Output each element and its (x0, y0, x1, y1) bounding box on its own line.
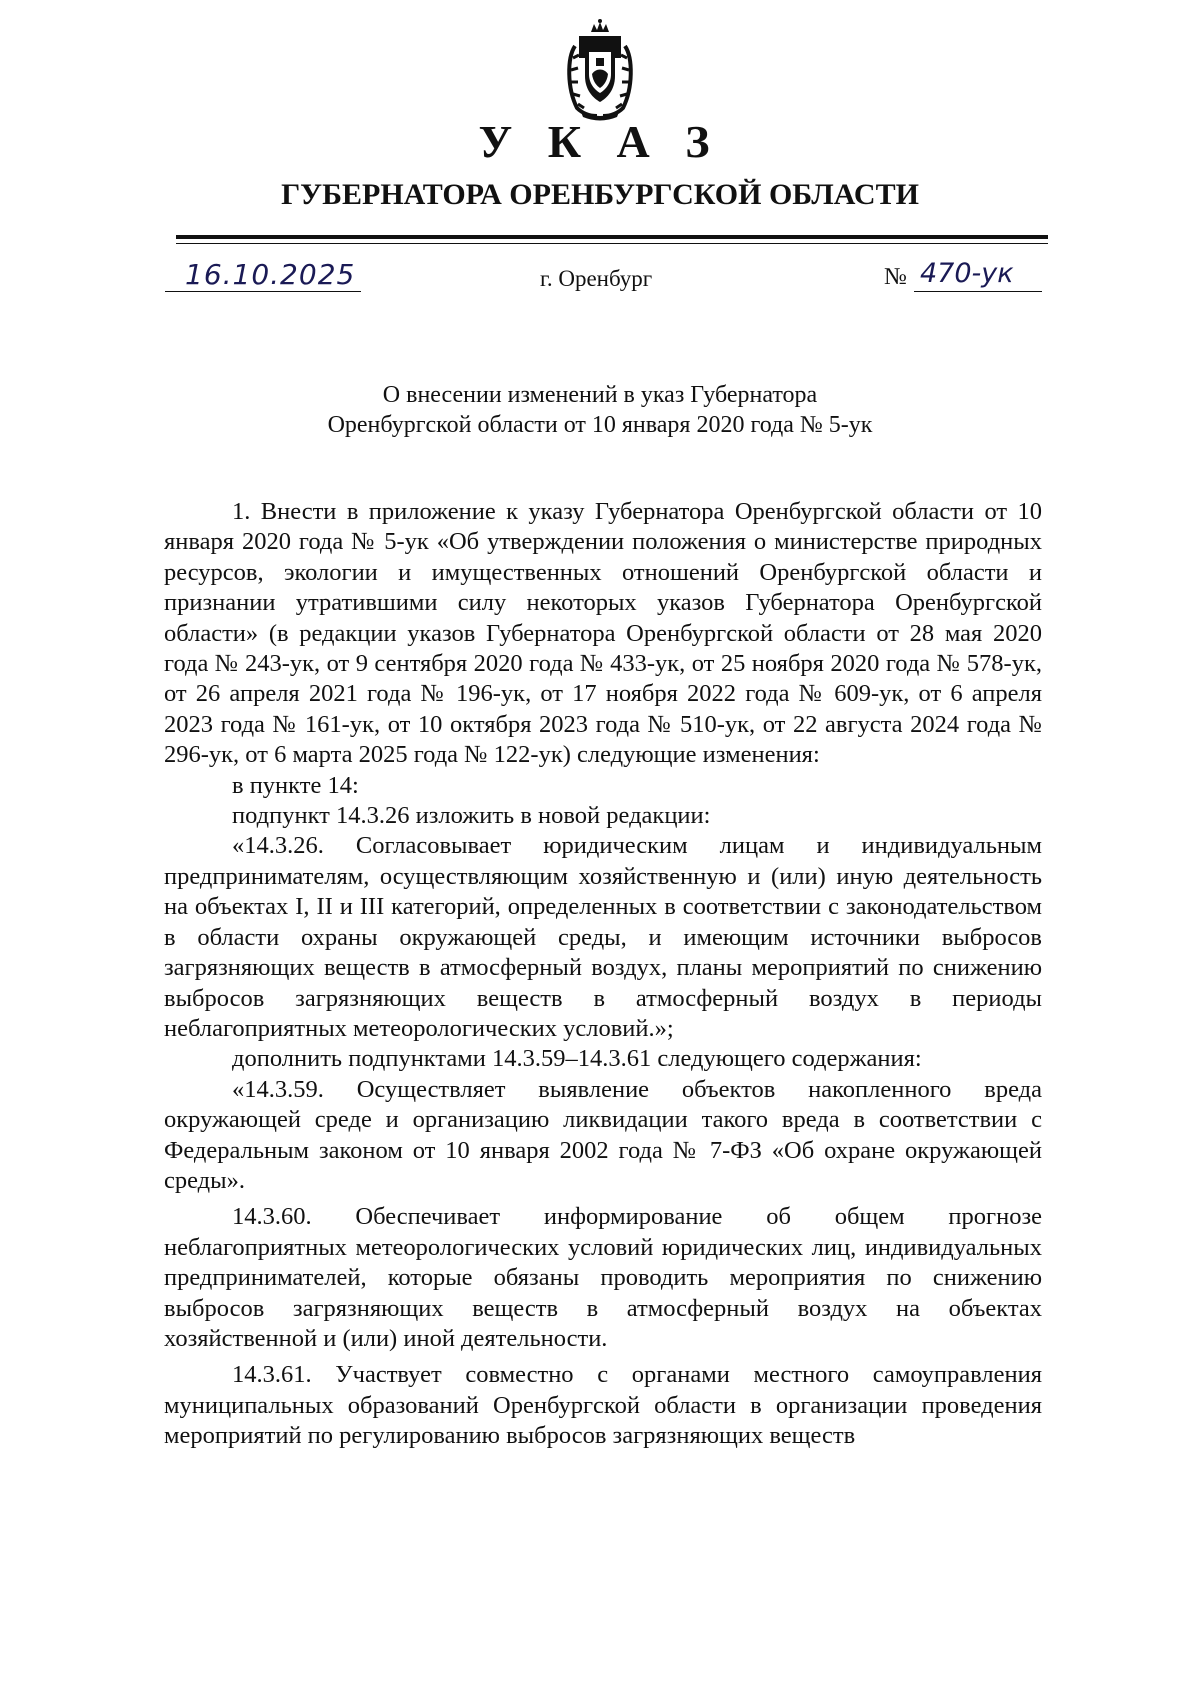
paragraph-2: в пункте 14: (232, 771, 359, 799)
document-type-title: У К А З (478, 116, 722, 167)
document-heading-line-2: Оренбургской области от 10 января 2020 года № 5-ук (327, 412, 873, 438)
issue-city: г. Оренбург (540, 266, 653, 291)
paragraph-3: подпункт 14.3.26 изложить в новой редакции: (232, 802, 711, 830)
paragraph-8: 14.3.61. Участвует совместно с органами местного самоуправления муниципальных образований Оренбургской области в организации проведения мероприятий по регулированию выбросов загрязняющих веществ (164, 1361, 1042, 1450)
number-underline (914, 291, 1042, 292)
paragraph-5: дополнить подпунктами 14.3.59–14.3.61 следующего содержания: (232, 1045, 922, 1073)
paragraph-1: 1. Внести в приложение к указу Губернатора Оренбургской области от 10 января 2020 года № 5-ук «Об утверждении положения о министерстве природных ресурсов, экологии и имущественных отношений Оренбургской области и признании утратившими силу некоторых указов Губернатора Оренбургской области» (в редакции указов Губернатора Оренбургской области от 28 мая 2020 года № 243-ук, от 9 сентября 2020 года № 433-ук, от 25 ноября 2020 года № 578-ук, от 26 апреля 2021 года № 196-ук, от 17 ноября 2022 года № 609-ук, от 6 апреля 2023 года № 161-ук, от 10 октября 2023 года № 510-ук, от 22 августа 2024 года № 296-ук, от 6 марта 2025 года № 122-ук) следующие изменения: (164, 498, 1042, 769)
header-rule-thin (176, 243, 1048, 244)
paragraph-6: «14.3.59. Осуществляет выявление объектов накопленного вреда окружающей среде и организацию ликвидации такого вреда в соответствии с Федеральным законом от 10 января 2002 года № 7-ФЗ «Об охране окружающей среды». (164, 1075, 1042, 1194)
date-underline (165, 291, 361, 292)
document-heading-line-1: О внесении изменений в указ Губернатора (382, 382, 818, 408)
coat-of-arms-emblem-icon (563, 18, 637, 122)
paragraph-7: 14.3.60. Обеспечивает информирование об общем прогнозе неблагоприятных метеорологических условий юридических лиц, индивидуальных предпринимателей, которые обязаны проводить мероприятия по снижению выбросов загрязняющих веществ в атмосферный воздух на объектах хозяйственной и (или) иной деятельности. (164, 1203, 1042, 1352)
number-sign: № (884, 264, 907, 290)
document-body (164, 497, 1042, 1452)
issuer-title: ГУБЕРНАТОРА ОРЕНБУРГСКОЙ ОБЛАСТИ (281, 178, 919, 211)
paragraph-4: «14.3.26. Согласовывает юридическим лицам и индивидуальным предпринимателям, осуществляющим хозяйственную и (или) иную деятельность на объектах I, II и III категорий, определенных в соответствии с законодательством в области охраны окружающей среды, и имеющим источники выбросов загрязняющих веществ в атмосферный воздух, планы мероприятий по снижению выбросов загрязняющих веществ в атмосферный воздух в периоды неблагоприятных метеорологических условий.»; (164, 832, 1042, 1042)
document-heading (0, 380, 1200, 440)
handwritten-number: 470-ук (920, 258, 1014, 289)
handwritten-date: 16.10.2025 (185, 258, 356, 291)
header-rule-thick (176, 235, 1048, 239)
